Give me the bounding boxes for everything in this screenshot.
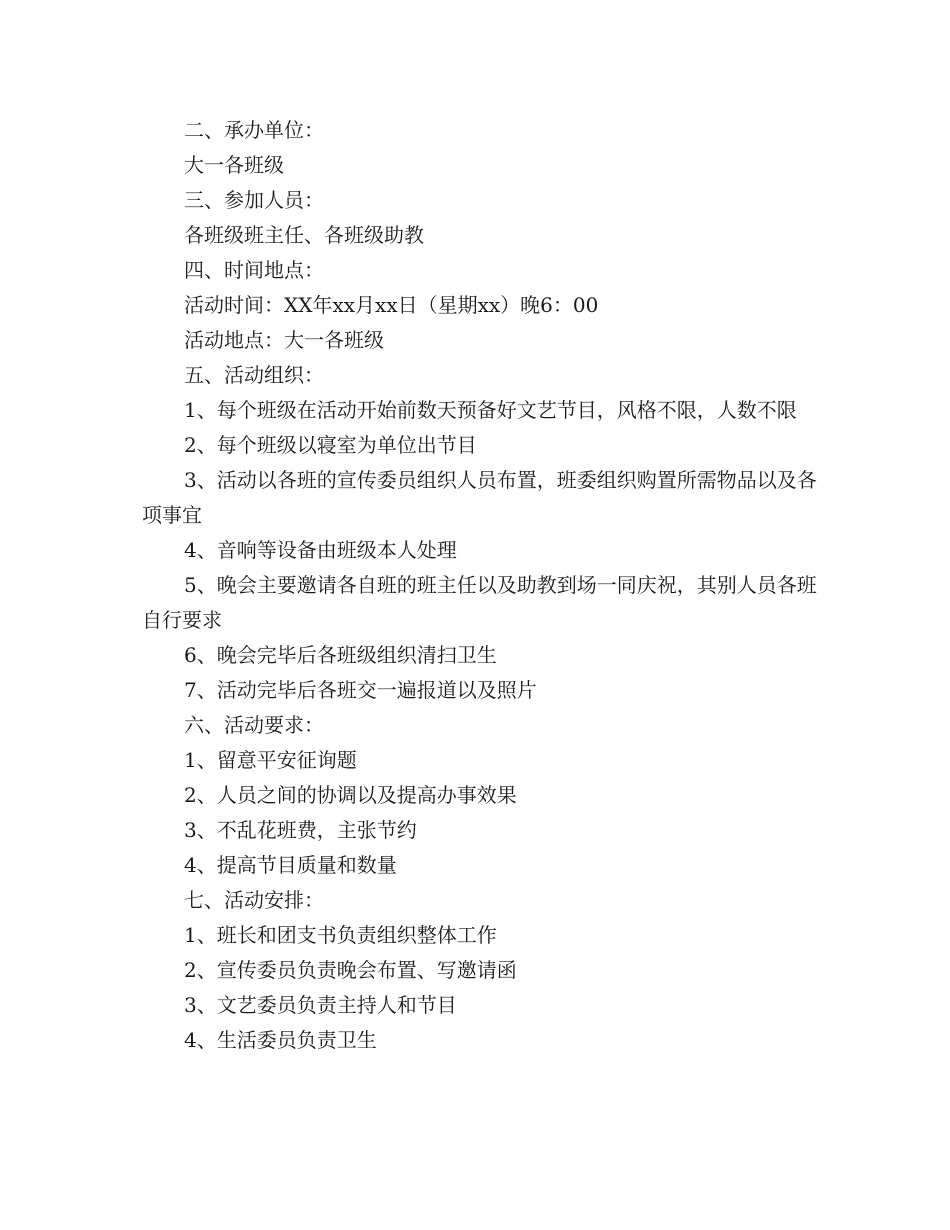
paragraph: 活动时间：XX年xx月xx日（星期xx）晚6：00 [184, 293, 599, 317]
list-item: 7、活动完毕后各班交一遍报道以及照片 [184, 678, 537, 702]
paragraph: 各班级班主任、各班级助教 [184, 223, 424, 247]
section-heading: 四、时间地点： [184, 258, 324, 282]
paragraph: 大一各班级 [184, 153, 284, 177]
list-item: 3、不乱花班费，主张节约 [184, 818, 417, 842]
list-item: 6、晚会完毕后各班级组织清扫卫生 [184, 643, 497, 667]
section-heading: 五、活动组织： [184, 363, 324, 387]
list-item: 2、人员之间的协调以及提高办事效果 [184, 783, 517, 807]
section-heading: 七、活动安排： [184, 888, 324, 912]
list-item: 4、生活委员负责卫生 [184, 1028, 377, 1052]
section-heading: 三、参加人员： [184, 188, 324, 212]
list-item: 3、文艺委员负责主持人和节目 [184, 993, 457, 1017]
document-body [142, 113, 822, 1058]
section-heading: 六、活动要求： [184, 713, 324, 737]
list-item: 1、班长和团支书负责组织整体工作 [184, 923, 497, 947]
list-item: 2、每个班级以寝室为单位出节目 [184, 433, 477, 457]
paragraph: 活动地点：大一各班级 [184, 328, 384, 352]
list-item: 5、晚会主要邀请各自班的班主任以及助教到场一同庆祝，其别人员各班自行要求 [142, 573, 817, 632]
list-item: 1、每个班级在活动开始前数天预备好文艺节目，风格不限，人数不限 [184, 398, 797, 422]
list-item: 4、提高节目质量和数量 [184, 853, 397, 877]
list-item: 1、留意平安征询题 [184, 748, 357, 772]
list-item: 3、活动以各班的宣传委员组织人员布置，班委组织购置所需物品以及各项事宜 [142, 468, 817, 527]
list-item: 2、宣传委员负责晚会布置、写邀请函 [184, 958, 517, 982]
section-heading: 二、承办单位： [184, 118, 324, 142]
list-item: 4、音响等设备由班级本人处理 [184, 538, 457, 562]
